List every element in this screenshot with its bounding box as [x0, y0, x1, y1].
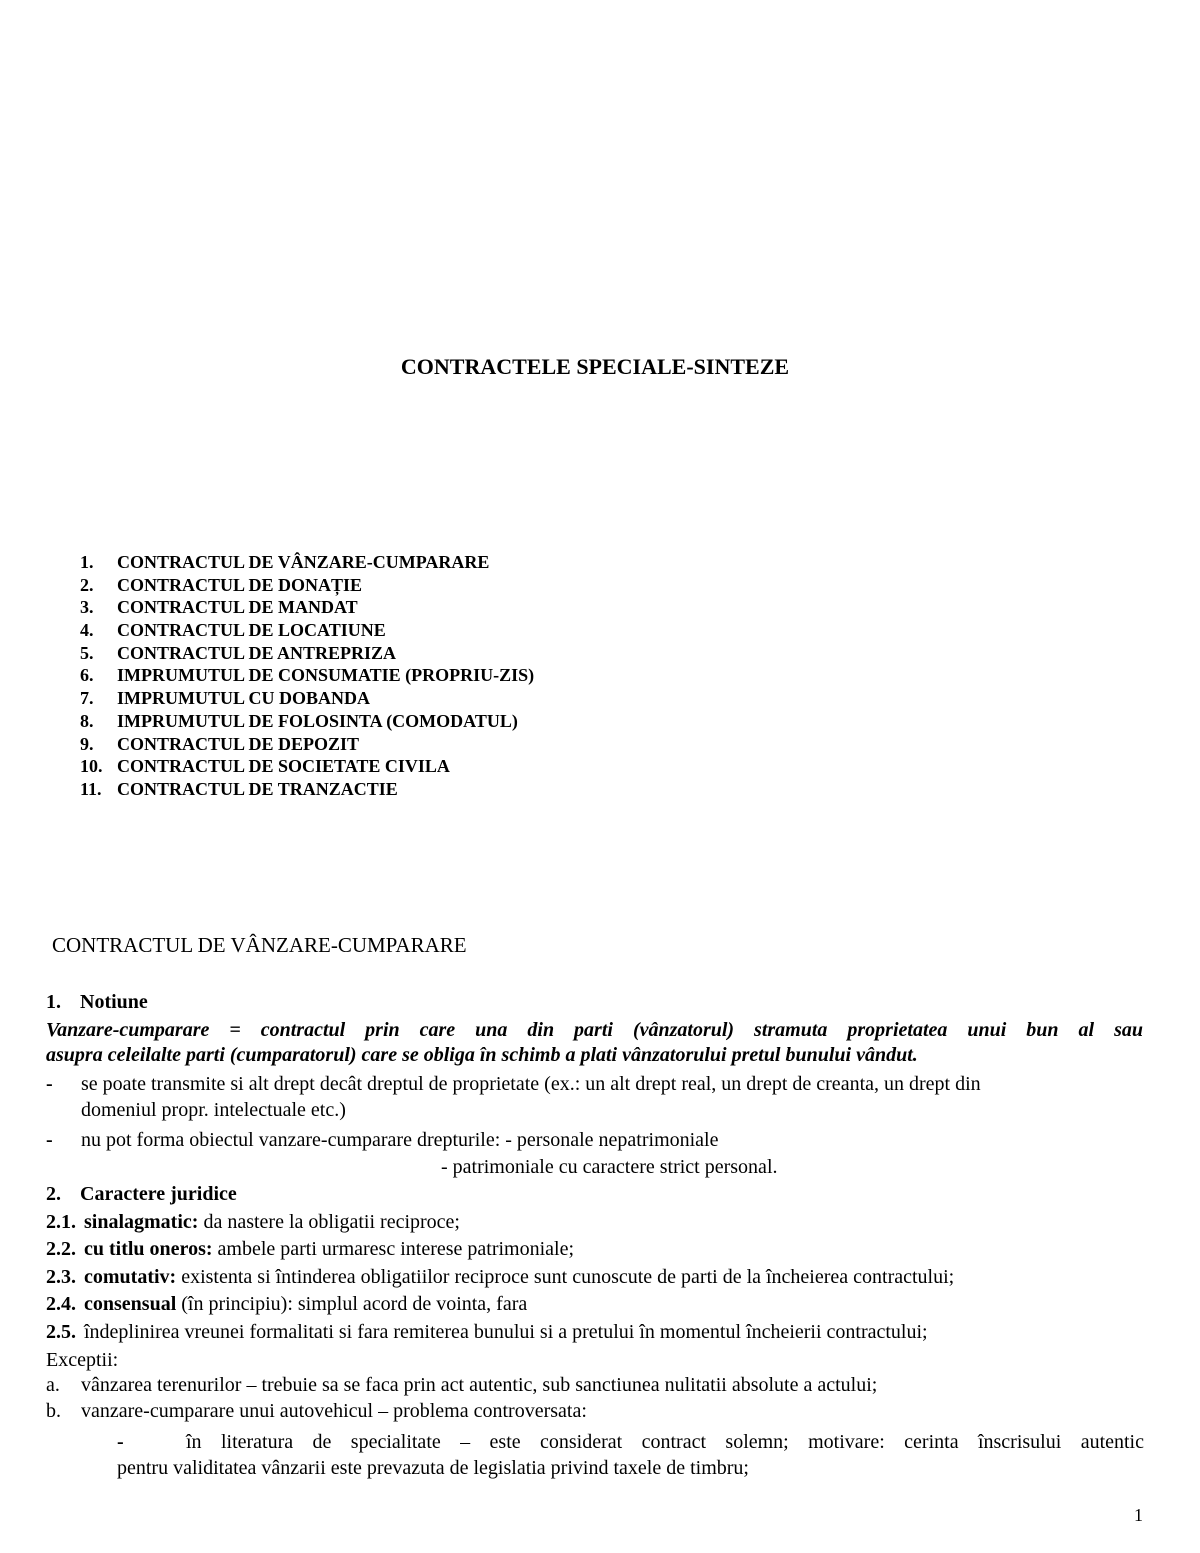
heading-number: 1.: [46, 991, 61, 1013]
toc-item: [80, 574, 534, 597]
heading-caractere: [46, 1182, 237, 1206]
toc-item: [80, 619, 534, 642]
toc-item: [80, 687, 534, 710]
characteristic-text: da nastere la obligatii reciproce;: [198, 1211, 460, 1233]
toc-item-label: CONTRACTUL DE TRANZACTIE: [117, 778, 398, 799]
toc-item-number: 1.: [80, 552, 94, 572]
characteristic-number: 2.2.: [46, 1238, 76, 1260]
exception-item: [46, 1373, 877, 1397]
toc-item-label: CONTRACTUL DE DEPOZIT: [117, 733, 360, 754]
heading-notiune: [46, 990, 148, 1014]
characteristic-term: sinalagmatic:: [84, 1211, 199, 1233]
toc-item-label: CONTRACTUL DE ANTREPRIZA: [117, 642, 397, 663]
characteristic-text: (în principiu): simplul acord de vointa, fara: [176, 1293, 528, 1315]
toc-item-number: 9.: [80, 733, 94, 754]
bullet-text: se poate transmite si alt drept decât dreptul de proprietate (ex.: un alt drept real, un drept de creanta, un drept din: [81, 1073, 981, 1095]
toc-item-label: CONTRACTUL DE LOCATIUNE: [117, 620, 386, 641]
sub-bullet-marker: [117, 1430, 124, 1454]
toc-item: [80, 755, 534, 778]
characteristic-item: [46, 1237, 574, 1261]
exception-text: vânzarea terenurilor – trebuie sa se faca prin act autentic, sub sanctiunea nulitatii absolute a actului;: [81, 1374, 878, 1396]
characteristic-number: 2.4.: [46, 1293, 76, 1315]
toc-item-label: CONTRACTUL DE DONAȚIE: [117, 574, 363, 595]
toc-item-number: 5.: [80, 642, 94, 663]
bullet-continuation: - patrimoniale cu caractere strict personal.: [441, 1156, 778, 1178]
bullet-continuation: domeniul propr. intelectuale etc.): [81, 1099, 346, 1121]
characteristic-item: [46, 1265, 954, 1289]
characteristic-number: 2.5.: [46, 1321, 76, 1343]
section-title: CONTRACTUL DE VÂNZARE-CUMPARARE: [52, 933, 467, 957]
exception-letter: b.: [46, 1400, 61, 1422]
toc-item-label: CONTRACTUL DE MANDAT: [117, 597, 358, 618]
page-number: 1: [1134, 1505, 1143, 1525]
characteristic-term: consensual: [84, 1293, 177, 1315]
toc-item: [80, 642, 534, 665]
toc-item: [80, 733, 534, 756]
toc-item: [80, 596, 534, 619]
bullet-text: nu pot forma obiectul vanzare-cumparare drepturile: - personale nepatrimoniale: [81, 1129, 719, 1151]
characteristic-term: cu titlu oneros:: [84, 1238, 213, 1260]
toc-item-label: IMPRUMUTUL CU DOBANDA: [117, 688, 370, 709]
dash-marker: -: [46, 1073, 53, 1095]
characteristic-text: ambele parti urmaresc interese patrimoniale;: [212, 1238, 575, 1260]
toc-item-number: 7.: [80, 688, 94, 709]
toc-item: [80, 710, 534, 733]
table-of-contents: [80, 551, 534, 801]
toc-item-number: 8.: [80, 710, 94, 731]
exception-item: [46, 1399, 587, 1423]
characteristic-number: 2.1.: [46, 1211, 76, 1233]
sub-bullet-text: în literatura de specialitate – este considerat contract solemn; motivare: cerinta înscrisului autentic: [186, 1431, 1144, 1453]
dash-marker: -: [117, 1431, 124, 1453]
toc-item-label: CONTRACTUL DE SOCIETATE CIVILA: [117, 756, 450, 777]
characteristic-item: [46, 1292, 527, 1316]
toc-item-label: CONTRACTUL DE VÂNZARE-CUMPARARE: [117, 552, 490, 572]
toc-item-number: 6.: [80, 665, 94, 686]
exception-letter: a.: [46, 1374, 60, 1396]
definition-line: asupra celeilalte parti (cumparatorul) care se obliga în schimb a plati vânzatorului pretul bunului vândut.: [46, 1044, 918, 1066]
definition-line: Vanzare-cumparare = contractul prin care una din parti (vânzatorul) stramuta proprietatea unui bun al sau: [46, 1019, 1143, 1041]
toc-item-number: 4.: [80, 620, 94, 641]
characteristic-text: existenta si întinderea obligatiilor reciproce sunt cunoscute de parti de la încheierea contractului;: [176, 1266, 955, 1288]
bullet-item: [46, 1072, 981, 1096]
heading-number: 2.: [46, 1183, 61, 1205]
toc-item-number: 11.: [80, 778, 102, 799]
characteristic-item: [46, 1210, 460, 1234]
toc-item-number: 3.: [80, 597, 94, 618]
toc-item: [80, 551, 534, 574]
exception-text: vanzare-cumparare unui autovehicul – problema controversata:: [81, 1400, 587, 1422]
bullet-item: [46, 1128, 719, 1152]
toc-item-label: IMPRUMUTUL DE FOLOSINTA (COMODATUL): [117, 710, 518, 731]
exceptions-label: Exceptii:: [46, 1349, 119, 1371]
characteristic-term: comutativ:: [84, 1266, 177, 1288]
toc-item-number: 10.: [80, 756, 103, 777]
characteristic-item: [46, 1320, 928, 1344]
characteristic-number: 2.3.: [46, 1266, 76, 1288]
page-title: CONTRACTELE SPECIALE-SINTEZE: [400, 354, 790, 379]
heading-label: Notiune: [80, 991, 148, 1013]
heading-label: Caractere juridice: [80, 1183, 237, 1205]
toc-item-label: IMPRUMUTUL DE CONSUMATIE (PROPRIU-ZIS): [117, 665, 535, 686]
toc-item-number: 2.: [80, 574, 94, 595]
sub-bullet-continuation: pentru validitatea vânzarii este prevazuta de legislatia privind taxele de timbru;: [117, 1457, 749, 1479]
characteristic-text: îndeplinirea vreunei formalitati si fara remiterea bunului si a pretului în momentul încheierii contractului;: [84, 1321, 928, 1343]
toc-item: [80, 778, 534, 801]
toc-item: [80, 664, 534, 687]
dash-marker: -: [46, 1129, 53, 1151]
